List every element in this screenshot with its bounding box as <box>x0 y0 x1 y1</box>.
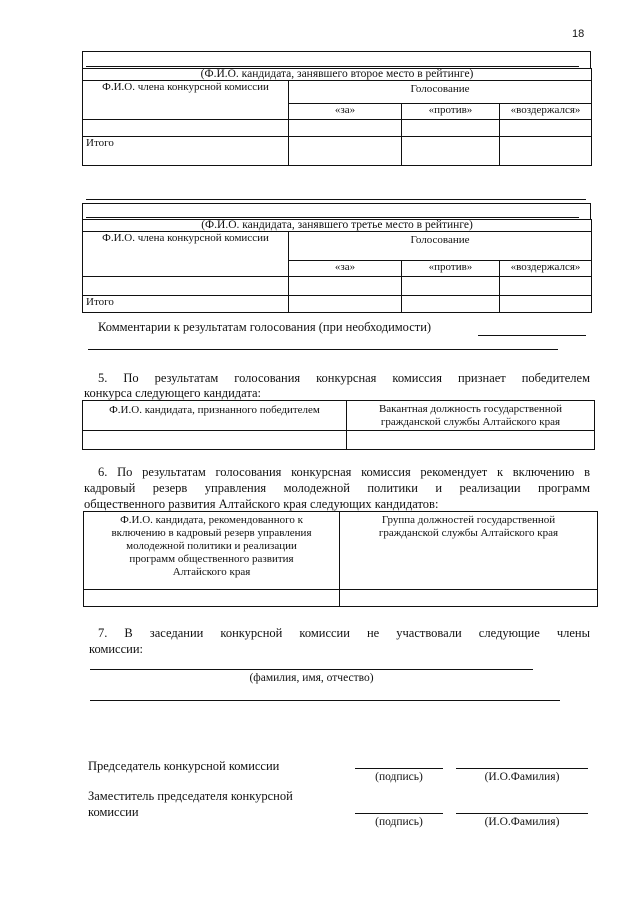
deputy-name-line[interactable] <box>456 813 588 814</box>
section6-text-line1: 6. По результатам голосования конкурсная комиссия рекомендует к включению в <box>98 465 590 479</box>
vote-abstained-header: «воздержался» <box>500 104 592 120</box>
vote-for-header: «за» <box>289 261 402 277</box>
vacant-position-header: Вакантная должность государственной гражданской службы Алтайского края <box>347 401 595 431</box>
total-cell[interactable] <box>500 296 592 313</box>
vote-against-header: «против» <box>402 261 500 277</box>
chair-name-line[interactable] <box>456 768 588 769</box>
comments-line-2[interactable] <box>88 349 558 350</box>
candidate-name-line-top <box>86 199 586 200</box>
vote-cell[interactable] <box>500 120 592 137</box>
section6-text-line3: общественного развития Алтайского края следующих кандидатов: <box>84 497 439 511</box>
member-cell[interactable] <box>83 120 289 137</box>
section7-text-line1: 7. В заседании конкурсной комиссии не участвовали следующие члены <box>98 626 590 640</box>
comments-line-1[interactable] <box>478 335 586 336</box>
member-header: Ф.И.О. члена конкурсной комиссии <box>83 232 289 277</box>
candidate-name-line <box>86 217 579 218</box>
section5-text-line2: конкурса следующего кандидата: <box>84 386 262 400</box>
total-cell[interactable] <box>500 137 592 166</box>
reserve-table <box>83 511 598 607</box>
vote-against-header: «против» <box>402 104 500 120</box>
vacant-position-cell[interactable] <box>347 431 595 450</box>
member-header: Ф.И.О. члена конкурсной комиссии <box>83 81 289 120</box>
position-group-cell[interactable] <box>340 590 598 607</box>
winner-name-header: Ф.И.О. кандидата, признанного победителем <box>83 401 347 431</box>
vote-cell[interactable] <box>289 277 402 296</box>
chair-signature-line[interactable] <box>355 768 443 769</box>
total-cell[interactable] <box>289 296 402 313</box>
fio-caption: (фамилия, имя, отчество) <box>249 672 374 684</box>
deputy-label-line1: Заместитель председателя конкурсной <box>88 789 293 803</box>
vote-cell[interactable] <box>500 277 592 296</box>
section7-text-line2: комиссии: <box>89 642 143 656</box>
vote-cell[interactable] <box>402 120 500 137</box>
reserve-candidate-header: Ф.И.О. кандидата, рекомендованного к включению в кадровый резерв управления молодежной политики и реализации программ общественного развития Алтайского края <box>84 512 340 590</box>
deputy-label-line2: комиссии <box>88 805 139 819</box>
total-cell[interactable] <box>402 296 500 313</box>
voting-header: Голосование <box>289 81 592 104</box>
total-label: Итого <box>83 296 289 313</box>
candidate-name-line <box>86 66 579 67</box>
vote-cell[interactable] <box>289 120 402 137</box>
candidate-caption: (Ф.И.О. кандидата, занявшего третье место в рейтинге) <box>83 220 592 232</box>
deputy-signature-line[interactable] <box>355 813 443 814</box>
vote-abstained-header: «воздержался» <box>500 261 592 277</box>
absent-members-line-2[interactable] <box>90 700 560 701</box>
chair-label: Председатель конкурсной комиссии <box>88 759 280 773</box>
chair-name-caption: (И.О.Фамилия) <box>484 771 560 783</box>
position-group-header: Группа должностей государственной гражданской службы Алтайского края <box>340 512 598 590</box>
chair-signature-caption: (подпись) <box>375 771 423 783</box>
reserve-candidate-cell[interactable] <box>84 590 340 607</box>
vote-for-header: «за» <box>289 104 402 120</box>
total-label: Итого <box>83 137 289 166</box>
absent-members-line-1[interactable] <box>90 669 533 670</box>
section6-text-line2: кадровый резерв управления молодежной политики и реализации программ <box>84 481 590 495</box>
deputy-signature-caption: (подпись) <box>375 816 423 828</box>
voting-header: Голосование <box>289 232 592 261</box>
vote-table <box>82 68 592 166</box>
deputy-name-caption: (И.О.Фамилия) <box>484 816 560 828</box>
vote-table <box>82 219 592 313</box>
winner-name-cell[interactable] <box>83 431 347 450</box>
vote-cell[interactable] <box>402 277 500 296</box>
winner-table <box>82 400 595 450</box>
total-cell[interactable] <box>402 137 500 166</box>
page-number: 18 <box>572 28 585 40</box>
candidate-caption: (Ф.И.О. кандидата, занявшего второе место в рейтинге) <box>83 69 592 81</box>
section5-text-line1: 5. По результатам голосования конкурсная комиссия признает победителем <box>98 371 590 385</box>
total-cell[interactable] <box>289 137 402 166</box>
comments-label: Комментарии к результатам голосования (при необходимости) <box>98 320 432 334</box>
member-cell[interactable] <box>83 277 289 296</box>
